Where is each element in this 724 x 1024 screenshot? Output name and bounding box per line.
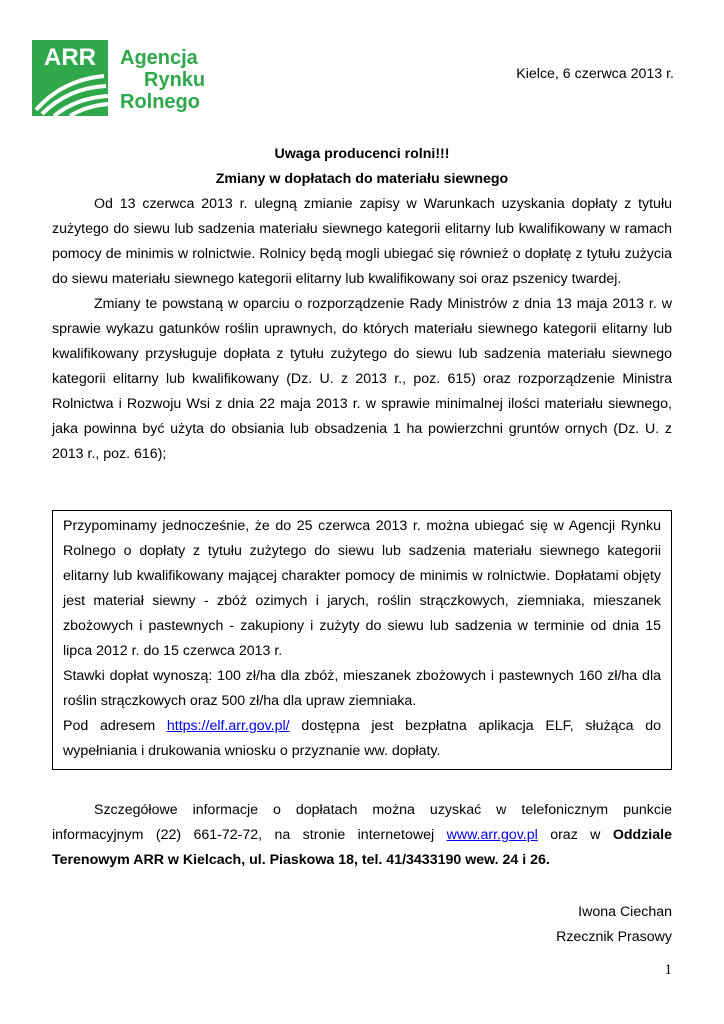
signature: [556, 900, 672, 950]
office-address: Oddziale Terenowym ARR w Kielcach, ul. Piaskowa 18, tel. 41/3433190 wew. 24 i 26.: [52, 827, 672, 868]
document-date: Kielce, 6 czerwca 2013 r.: [516, 66, 674, 82]
elf-text: [63, 714, 661, 764]
elf-suffix: dostępna jest bezpłatna aplikacja ELF, służąca do wypełniania i drukowania wniosku o przyznanie ww. dopłaty.: [63, 718, 661, 759]
paragraph-regulations: Zmiany te powstaną w oparciu o rozporządzenie Rady Ministrów z dnia 13 maja 2013 r. w sprawie wykazu gatunków roślin uprawnych, do których materiału siewnego kategorii elitarny lub kwalifikowany przysługuje dopłata z tytułu zużytego do siewu lub sadzenia materiału siewnego kategorii elitarny lub kwalifikowany (Dz. U. z 2013 r., poz. 615) oraz rozporządzenie Ministra Rolnictwa i Rozwoju Wsi z dnia 22 maja 2013 r. w sprawie minimalnej ilości materiału siewnego, jaka powinna być użyta do obsiania lub obsadzenia 1 ha powierzchni gruntów ornych (Dz. U. z 2013 r., poz. 616);: [52, 296, 672, 462]
paragraph-changes: Od 13 czerwca 2013 r. ulegną zmianie zapisy w Warunkach uzyskania dopłaty z tytułu zużytego do siewu lub sadzenia materiału siewnego kategorii elitarny lub kwalifikowany w ramach pomocy de minimis w rolnictwie. Rolnicy będą mogli ubiegać się również o dopłatę z tytułu zużycia do siewu materiału siewnego kategorii elitarny lub kwalifikowany soi oraz pszenicy twardej.: [52, 196, 672, 287]
signature-role: Rzecznik Prasowy: [556, 929, 672, 945]
rates-text: Stawki dopłat wynoszą: 100 zł/ha dla zbóż, mieszanek zbożowych i pastewnych 160 zł/ha dla roślin strączkowych oraz 500 zł/ha dla upraw ziemniaka.: [63, 668, 661, 709]
reminder-box: [52, 510, 672, 770]
announcement-title: Uwaga producenci rolni!!!: [274, 146, 450, 162]
elf-prefix: Pod adresem: [63, 718, 156, 734]
arr-website-link[interactable]: www.arr.gov.pl: [446, 827, 538, 843]
reminder-text: Przypominamy jednocześnie, że do 25 czerwca 2013 r. można ubiegać się w Agencji Rynku Rolnego o dopłaty z tytułu zużytego do siewu lub sadzenia materiału siewnego kategorii elitarny lub kwalifikowany mającej charakter pomocy de minimis w rolnictwie. Dopłatami objęty jest materiał siewny - zbóż ozimych i jarych, roślin strączkowych, ziemniaka, mieszanek zbożowych i pastewnych - zakupiony i zużyty do siewu lub sadzenia w terminie od dnia 15 lipca 2012 r. do 15 czerwca 2013 r.: [63, 518, 661, 659]
logo-line-rynku: Rynku: [144, 69, 206, 91]
contact-text-after: oraz w: [550, 827, 601, 843]
page-number: 1: [664, 962, 672, 978]
main-content: [52, 142, 672, 467]
contact-paragraph: [52, 798, 672, 873]
arr-logo: [32, 40, 232, 118]
logo-abbr: ARR: [44, 44, 96, 71]
elf-link[interactable]: https://elf.arr.gov.pl/: [166, 718, 290, 734]
logo-line-rolnego: Rolnego: [120, 91, 200, 113]
announcement-subtitle: Zmiany w dopłatach do materiału siewnego: [215, 171, 509, 187]
arr-logo-graphic: [32, 40, 232, 118]
contact-info: [52, 798, 672, 873]
signature-name: Iwona Ciechan: [578, 904, 672, 920]
logo-line-agencja: Agencja: [120, 47, 198, 69]
contact-text: Szczegółowe informacje o dopłatach można uzyskać w telefonicznym punkcie informacyjnym (22) 661-72-72, na stronie internetowej: [52, 802, 672, 843]
